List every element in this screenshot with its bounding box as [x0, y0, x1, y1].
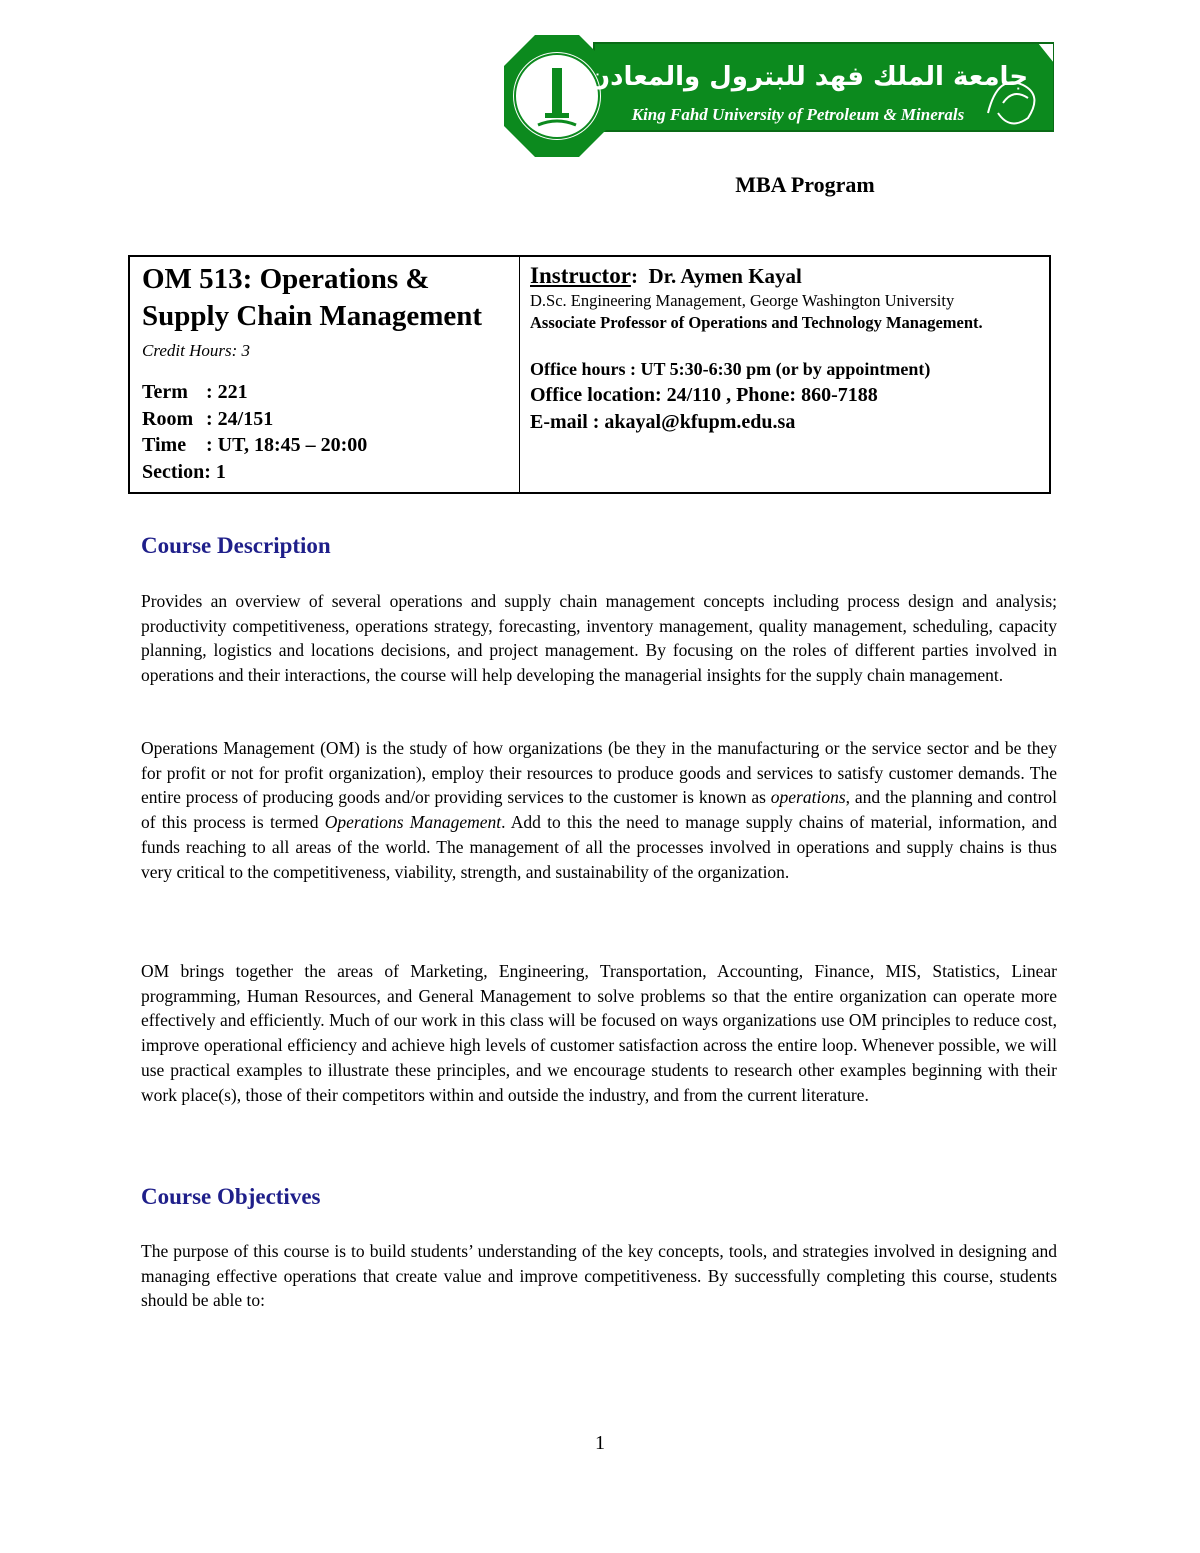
schedule-block: [142, 379, 519, 485]
p2-text-operations-management: Operations Management: [324, 812, 502, 833]
course-info-cell: [130, 257, 520, 492]
instructor-degree: D.Sc. Engineering Management, George Washington University: [530, 291, 955, 310]
course-info-table: [128, 255, 1051, 494]
description-paragraph-2: [141, 736, 1057, 884]
section-line: Section: 1: [142, 460, 226, 483]
term-line: [142, 379, 519, 406]
room-value: : 24/151: [206, 407, 274, 430]
p2-text-c: , and the planning and control of this process is termed: [141, 787, 1058, 833]
university-banner-logo: [498, 33, 1054, 159]
credit-hours: Credit Hours: 3: [142, 341, 250, 360]
instructor-name: Dr. Aymen Kayal: [648, 264, 802, 288]
page-number: 1: [595, 1432, 605, 1454]
instructor-line: Instructor: Dr. Aymen Kayal: [530, 263, 802, 288]
description-paragraph-3: OM brings together the areas of Marketing, Engineering, Transportation, Accounting, Finance, MIS, Statistics, Linear programming, Human Resources, and General Management to solve problems so that the entire organization can operate more effectively and efficiently. Much of our work in this class will be focused on ways organizations use OM principles to reduce cost, improve operational efficiency and achieve high levels of customer satisfaction across the entire loop. Whenever possible, we will use practical examples to illustrate these principles, and we encourage students to research other examples beginning with their work place(s), those of their competitors within and outside the industry, and from the current literature.: [141, 961, 1057, 1105]
course-title-line-1: OM 513: Operations &: [142, 263, 430, 295]
course-objectives-heading: Course Objectives: [141, 1184, 321, 1209]
term-value: : 221: [206, 381, 248, 403]
office-location: Office location: 24/110 , Phone: 860-7188: [530, 384, 878, 406]
logo-arabic-name: جامعة الملك فهد للبترول والمعادن: [587, 62, 1029, 92]
time-line: [142, 432, 519, 459]
p2-text-operations: operations: [770, 787, 846, 808]
room-line: [142, 406, 519, 433]
objectives-paragraph-1: The purpose of this course is to build students’ understanding of the key concepts, tools, and strategies involved in designing and managing effective operations that create value and improve competitiveness. By successfully completing this course, students should be able to:: [141, 1241, 1057, 1311]
instructor-info-cell: [520, 257, 1049, 492]
office-hours: Office hours : UT 5:30-6:30 pm (or by appointment): [530, 359, 931, 379]
time-value: : UT, 18:45 – 20:00: [206, 434, 368, 456]
course-title-line-2: Supply Chain Management: [142, 300, 483, 332]
course-title: [142, 261, 519, 335]
course-description-heading: Course Description: [141, 533, 331, 558]
instructor-label: Instructor: [530, 263, 631, 288]
room-label: Room: [142, 407, 194, 430]
time-label: Time: [142, 434, 187, 456]
p2-text-a: Operations Management (OM) is the study of how organizations (be they in the manufacturing or the service sector and be they for profit or not for profit organization), employ their resources to produce goods and services to satisfy customer demands. The entire process of producing goods and/or providing services to the customer is known as: [141, 738, 1057, 808]
instructor-rank: Associate Professor of Operations and Technology Management.: [530, 313, 983, 332]
logo-english-name: King Fahd University of Petroleum & Minerals: [631, 105, 965, 124]
p2-text-e: . Add to this the need to manage supply chains of material, information, and funds reaching to all areas of the world. The management of all the processes involved in operations and supply chains is thus very critical to the competitiveness, viability, strength, and sustainability of the organization.: [141, 812, 1057, 882]
term-label: Term: [142, 381, 188, 403]
program-title: MBA Program: [735, 172, 875, 197]
description-paragraph-1: Provides an overview of several operations and supply chain management concepts including process design and analysis; productivity competitiveness, operations strategy, forecasting, inventory management, quality management, scheduling, capacity planning, logistics and locations decisions, and project management. By focusing on the roles of different parties involved in operations and their interactions, the course will help developing the managerial insights for the supply chain management.: [141, 591, 1057, 686]
instructor-email[interactable]: E-mail : akayal@kfupm.edu.sa: [530, 411, 796, 433]
